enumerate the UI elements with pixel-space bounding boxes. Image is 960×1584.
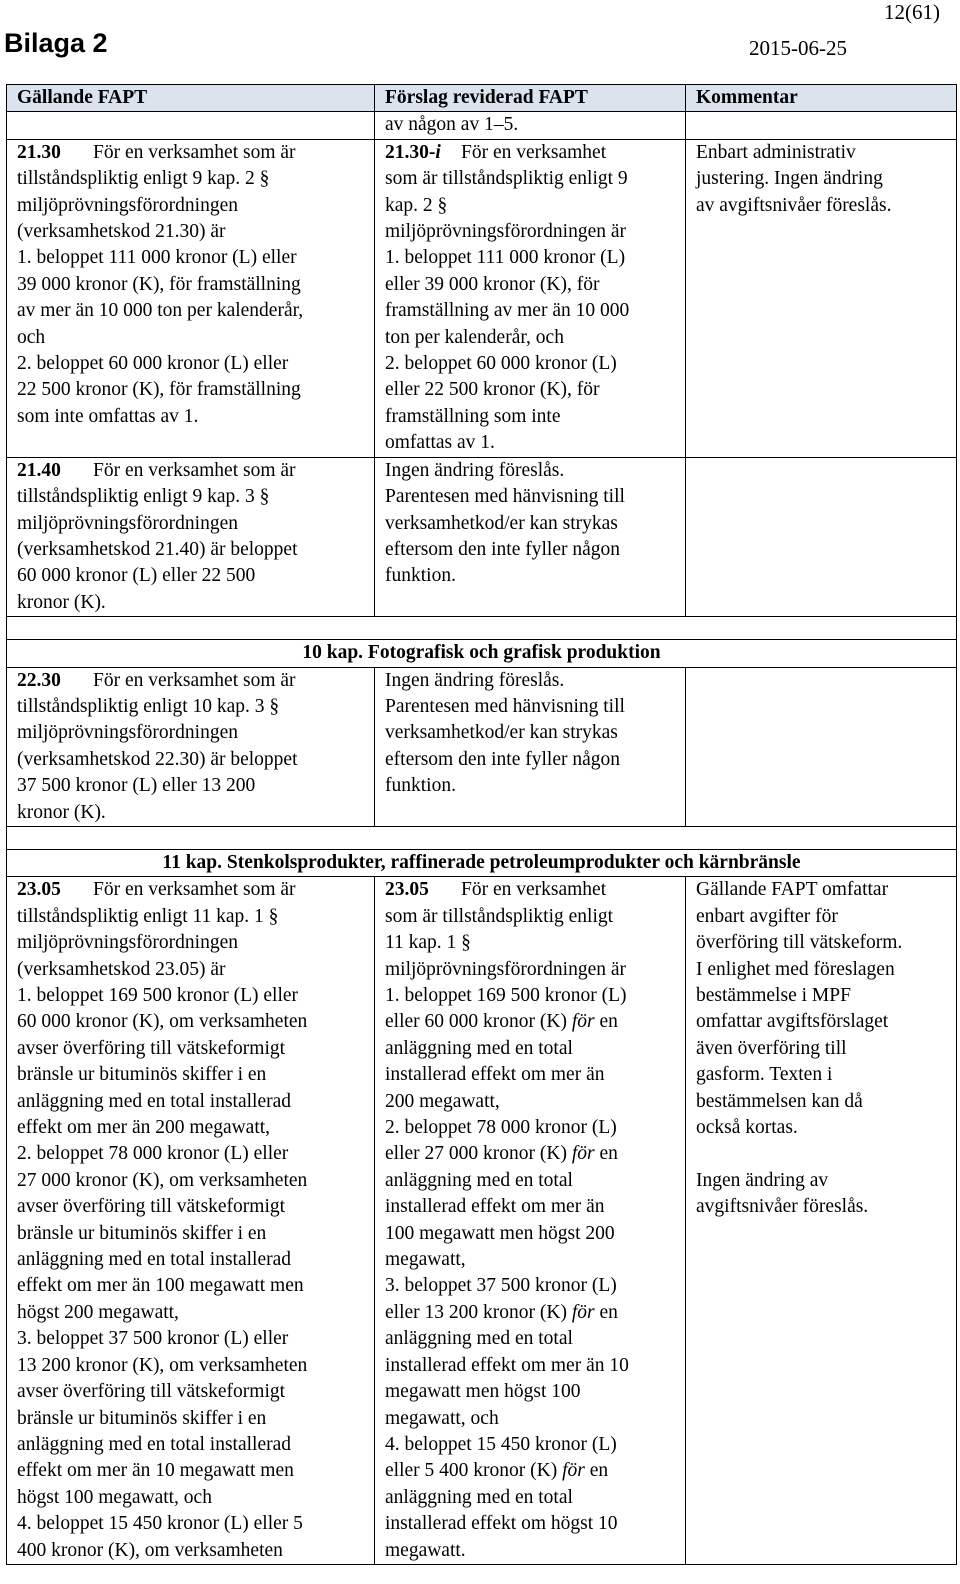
- text-line: 4. beloppet 15 450 kronor (L) eller 5: [17, 1513, 303, 1535]
- text-line: av någon av 1–5.: [385, 114, 519, 136]
- page-number: 12(61): [884, 0, 940, 24]
- text-line: avgiftsnivåer föreslås.: [696, 1196, 869, 1218]
- cell-current: [7, 877, 375, 1565]
- text-fragment: För en verksamhet: [461, 879, 607, 901]
- text-line: verksamhetkod/er kan strykas: [385, 722, 618, 744]
- document-date: 2015-06-25: [749, 36, 847, 60]
- cell-proposal: [375, 457, 686, 616]
- spacer-row: [7, 826, 957, 849]
- text-line: avser överföring till vätskeformigt: [17, 1037, 286, 1059]
- text-line: Parentesen med hänvisning till: [385, 486, 625, 508]
- cell-comment: [686, 667, 957, 826]
- text-line: eller 22 500 kronor (K), för: [385, 379, 600, 401]
- text-line: [385, 140, 675, 166]
- text-line: 4. beloppet 15 450 kronor (L): [385, 1433, 617, 1455]
- text-line: 11 kap. 1 §: [385, 932, 471, 954]
- text-line: kronor (K).: [17, 591, 106, 613]
- table-row: [7, 112, 957, 139]
- text-line: 2. beloppet 60 000 kronor (L) eller: [17, 353, 289, 375]
- text-line: och: [17, 326, 46, 348]
- text-line: även överföring till: [696, 1037, 847, 1059]
- text-line: omfattas av 1.: [385, 432, 495, 454]
- text-line: (verksamhetskod 21.40) är beloppet: [17, 538, 298, 560]
- text-line: högst 200 megawatt,: [17, 1301, 179, 1323]
- text-line: Ingen ändring föreslås.: [385, 459, 565, 481]
- text-line: som är tillståndspliktig enligt 9: [385, 168, 628, 190]
- text-line: anläggning med en total installerad: [17, 1090, 291, 1112]
- text-line: 27 000 kronor (K), om verksamheten: [17, 1169, 308, 1191]
- text-line: ton per kalenderår, och: [385, 326, 564, 348]
- column-header-proposal: Förslag reviderad FAPT: [375, 85, 686, 112]
- text-line: [17, 140, 364, 166]
- text-line: kronor (K).: [17, 801, 106, 823]
- text-fragment: För en verksamhet som är: [93, 459, 296, 481]
- text-line: anläggning med en total: [385, 1169, 573, 1191]
- text-fragment: För en verksamhet: [461, 141, 607, 163]
- text-line: tillståndspliktig enligt 9 kap. 2 §: [17, 168, 270, 190]
- text-line: megawatt men högst 100: [385, 1381, 581, 1403]
- text-line: omfattar avgiftsförslaget: [696, 1011, 889, 1033]
- text-line: enbart avgifter för: [696, 905, 838, 927]
- cell-proposal: [375, 139, 686, 457]
- text-line: framställning av mer än 10 000: [385, 300, 630, 322]
- text-line: [17, 877, 364, 903]
- text-line: Parentesen med hänvisning till: [385, 695, 625, 717]
- text-line: tillståndspliktig enligt 10 kap. 3 §: [17, 695, 280, 717]
- text-line: eller 27 000 kronor (K) för en: [385, 1143, 618, 1165]
- text-line: megawatt.: [385, 1539, 466, 1561]
- section-code: 22.30: [17, 669, 61, 691]
- text-line: 1. beloppet 111 000 kronor (L) eller: [17, 247, 297, 269]
- table-row: [7, 139, 957, 457]
- text-line: 400 kronor (K), om verksamheten: [17, 1539, 283, 1561]
- column-header-comment: Kommentar: [686, 85, 957, 112]
- text-line: installerad effekt om mer än 10: [385, 1354, 629, 1376]
- text-line: effekt om mer än 100 megawatt men: [17, 1275, 304, 1297]
- text-line: bränsle ur bituminös skiffer i en: [17, 1407, 267, 1429]
- text-line: tillståndspliktig enligt 9 kap. 3 §: [17, 486, 270, 508]
- text-line: funktion.: [385, 775, 456, 797]
- text-line: anläggning med en total: [385, 1037, 573, 1059]
- cell-comment: [686, 112, 957, 139]
- text-line: (verksamhetskod 23.05) är: [17, 958, 226, 980]
- section-code: 21.40: [17, 459, 61, 481]
- table-row: [7, 457, 957, 616]
- text-line: megawatt, och: [385, 1407, 499, 1429]
- text-fragment: För en verksamhet som är: [93, 669, 296, 691]
- text-line: 1. beloppet 169 500 kronor (L): [385, 985, 627, 1006]
- text-line: 200 megawatt,: [385, 1090, 500, 1112]
- text-line: eller 5 400 kronor (K) för en: [385, 1460, 609, 1482]
- spacer-row: [7, 617, 957, 640]
- text-line: anläggning med en total: [385, 1486, 573, 1508]
- page-title: Bilaga 2: [4, 28, 108, 58]
- text-line: (verksamhetskod 21.30) är: [17, 221, 226, 243]
- text-line: miljöprövningsförordningen: [17, 194, 238, 216]
- text-line: 37 500 kronor (L) eller 13 200: [17, 775, 256, 797]
- text-line: 60 000 kronor (K), om verksamheten: [17, 1011, 308, 1033]
- comparison-table: [6, 84, 957, 1565]
- cell-current: [7, 112, 375, 139]
- text-line: verksamhetkod/er kan strykas: [385, 512, 618, 534]
- text-line: eller 13 200 kronor (K) för en: [385, 1301, 618, 1323]
- text-line: 3. beloppet 37 500 kronor (L) eller: [17, 1328, 289, 1350]
- text-line: 13 200 kronor (K), om verksamheten: [17, 1354, 308, 1376]
- text-line: [17, 458, 364, 484]
- text-line: effekt om mer än 10 megawatt men: [17, 1460, 294, 1482]
- chapter-heading-row: [7, 849, 957, 876]
- text-line: Ingen ändring föreslås.: [385, 669, 565, 691]
- text-line: miljöprövningsförordningen: [17, 512, 238, 534]
- text-line: 22 500 kronor (K), för framställning: [17, 379, 301, 401]
- text-line: 39 000 kronor (K), för framställning: [17, 273, 301, 295]
- text-line: bränsle ur bituminös skiffer i en: [17, 1222, 267, 1244]
- paragraph-gap: [696, 1141, 946, 1167]
- text-line: anläggning med en total: [385, 1328, 573, 1350]
- text-line: 100 megawatt men högst 200: [385, 1222, 615, 1244]
- cell-comment: [686, 139, 957, 457]
- cell-current: [7, 667, 375, 826]
- chapter-heading-row: [7, 640, 957, 667]
- text-line: bestämmelse i MPF: [696, 985, 851, 1006]
- text-line: avser överföring till vätskeformigt: [17, 1381, 286, 1403]
- text-line: av avgiftsnivåer föreslås.: [696, 194, 892, 216]
- chapter-heading: 11 kap. Stenkolsprodukter, raffinerade petroleumprodukter och kärnbränsle: [7, 849, 957, 876]
- text-line: miljöprövningsförordningen: [17, 722, 238, 744]
- text-line: miljöprövningsförordningen är: [385, 958, 626, 980]
- text-line: eller 39 000 kronor (K), för: [385, 273, 600, 295]
- text-line: eftersom den inte fyller någon: [385, 538, 620, 560]
- text-line: som är tillståndspliktig enligt: [385, 905, 614, 927]
- text-fragment: För en verksamhet som är: [93, 141, 296, 163]
- text-line: justering. Ingen ändring: [696, 168, 883, 190]
- cell-current: [7, 139, 375, 457]
- chapter-heading: 10 kap. Fotografisk och grafisk produktion: [7, 640, 957, 667]
- text-line: som inte omfattas av 1.: [17, 405, 199, 427]
- text-line: (verksamhetskod 22.30) är beloppet: [17, 748, 298, 770]
- text-line: 3. beloppet 37 500 kronor (L): [385, 1275, 617, 1297]
- text-line: megawatt,: [385, 1249, 466, 1271]
- text-line: kap. 2 §: [385, 194, 448, 216]
- cell-comment: [686, 877, 957, 1565]
- text-line: gasform. Texten i: [696, 1064, 833, 1086]
- cell-comment: [686, 457, 957, 616]
- text-line: 1. beloppet 111 000 kronor (L): [385, 247, 626, 269]
- text-line: anläggning med en total installerad: [17, 1249, 291, 1271]
- text-line: bränsle ur bituminös skiffer i en: [17, 1064, 267, 1086]
- section-code: 21.30: [17, 141, 61, 163]
- text-line: eller 60 000 kronor (K) för en: [385, 1011, 618, 1033]
- text-line: Ingen ändring av: [696, 1169, 829, 1191]
- text-line: installerad effekt om mer än: [385, 1196, 605, 1218]
- text-line: funktion.: [385, 565, 456, 587]
- section-code: 23.05: [385, 879, 429, 901]
- text-line: 1. beloppet 169 500 kronor (L) eller: [17, 985, 299, 1006]
- cell-current: [7, 457, 375, 616]
- text-line: Gällande FAPT omfattar: [696, 879, 889, 901]
- text-fragment: För en verksamhet som är: [93, 879, 296, 901]
- text-line: av mer än 10 000 ton per kalenderår,: [17, 300, 304, 322]
- table-header-row: [7, 85, 957, 112]
- text-line: tillståndspliktig enligt 11 kap. 1 §: [17, 905, 279, 927]
- table-row: [7, 877, 957, 1565]
- table-row: [7, 667, 957, 826]
- text-line: [17, 668, 364, 694]
- cell-proposal: [375, 112, 686, 139]
- text-line: installerad effekt om mer än: [385, 1064, 605, 1086]
- text-line: också kortas.: [696, 1117, 798, 1139]
- text-line: 2. beloppet 78 000 kronor (L) eller: [17, 1143, 289, 1165]
- text-line: högst 100 megawatt, och: [17, 1486, 212, 1508]
- text-line: installerad effekt om högst 10: [385, 1513, 618, 1535]
- text-line: 60 000 kronor (L) eller 22 500: [17, 565, 256, 587]
- text-line: 2. beloppet 78 000 kronor (L): [385, 1117, 617, 1139]
- section-code: 21.30-i: [385, 141, 441, 163]
- cell-proposal: [375, 667, 686, 826]
- text-line: överföring till vätskeform.: [696, 932, 903, 954]
- text-line: I enlighet med föreslagen: [696, 958, 895, 980]
- text-line: effekt om mer än 200 megawatt,: [17, 1117, 271, 1139]
- cell-proposal: [375, 877, 686, 1565]
- text-line: [385, 877, 675, 903]
- text-line: Enbart administrativ: [696, 141, 856, 163]
- text-line: framställning som inte: [385, 405, 561, 427]
- text-line: anläggning med en total installerad: [17, 1433, 291, 1455]
- text-line: bestämmelsen kan då: [696, 1090, 863, 1112]
- text-line: miljöprövningsförordningen är: [385, 221, 626, 243]
- text-line: miljöprövningsförordningen: [17, 932, 238, 954]
- text-line: 2. beloppet 60 000 kronor (L): [385, 353, 617, 375]
- text-line: eftersom den inte fyller någon: [385, 748, 620, 770]
- column-header-current: Gällande FAPT: [7, 85, 375, 112]
- text-line: avser överföring till vätskeformigt: [17, 1196, 286, 1218]
- section-code: 23.05: [17, 879, 61, 901]
